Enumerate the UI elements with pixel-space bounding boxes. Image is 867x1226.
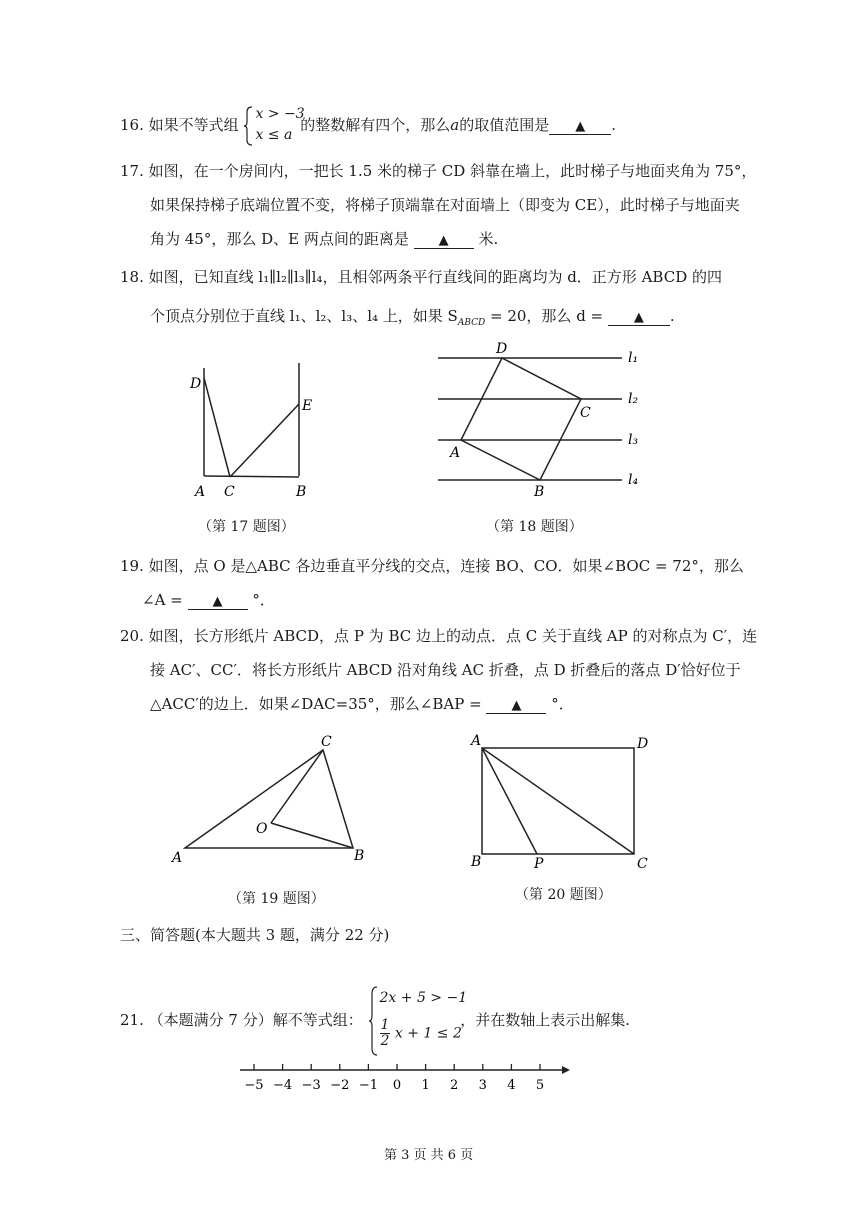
q21-ineq-2-rest: x + 1 ≤ 2 — [394, 1025, 462, 1042]
number-line-tick-label: −2 — [330, 1078, 350, 1093]
q16-ineq-1: x > −3 — [255, 106, 305, 122]
q20-unit: °． — [551, 695, 574, 713]
label-a: A — [172, 850, 183, 866]
triangle-abc — [185, 750, 353, 848]
label-b: B — [296, 484, 307, 500]
page-footer: 第 3 页 共 6 页 — [384, 1148, 474, 1163]
number-line — [232, 1058, 577, 1098]
number-line-tick-label: −5 — [244, 1078, 264, 1093]
label-d: D — [496, 341, 508, 357]
label-l1: l₁ — [628, 350, 639, 366]
segment-co — [271, 750, 323, 823]
q20-line-2: 接 AC′、CC′．将长方形纸片 ABCD 沿对角线 AC 折叠，点 D 折叠后的落点 D′恰好位于 — [150, 661, 741, 679]
q17-line-3 — [150, 229, 498, 249]
label-l4: l₄ — [628, 472, 639, 488]
q21-text-pre: （本题满分 7 分）解不等式组： — [148, 1011, 363, 1029]
answer-blank[interactable]: ▲ — [414, 234, 474, 249]
q21-text-post: ，并在数轴上表示出解集. — [460, 1011, 631, 1029]
number-line-tick-label: −3 — [301, 1078, 321, 1093]
label-c: C — [580, 405, 591, 421]
answer-blank[interactable]: ▲ — [549, 120, 611, 135]
q16-end: . — [611, 116, 616, 134]
q18-line-1 — [120, 267, 722, 287]
diagonal-ac — [482, 748, 634, 854]
q21-ineq-1: 2x + 5 > −1 — [379, 990, 468, 1006]
label-d: D — [190, 376, 202, 392]
label-b: B — [471, 854, 482, 870]
label-e: E — [302, 398, 313, 414]
q18-text-2b: = 20，那么 d = — [490, 307, 604, 325]
q16-text-post: 的整数解有四个，那么 — [300, 116, 451, 134]
answer-blank[interactable]: ▲ — [486, 699, 546, 714]
q18-line-2 — [150, 306, 675, 333]
q16-ineq-2: x ≤ a — [255, 127, 293, 143]
q20-number: 20. — [120, 627, 144, 645]
number-line-ticks — [244, 1064, 544, 1093]
answer-blank[interactable]: ▲ — [188, 595, 248, 610]
q21-inequality-system — [368, 986, 468, 1056]
figure-20-caption: （第 20 题图） — [515, 887, 612, 903]
figure-18 — [430, 336, 650, 501]
q16-number: 16. — [120, 116, 144, 134]
floor — [204, 476, 299, 477]
label-c: C — [321, 734, 332, 750]
q17-text-3: 角为 45°，那么 D、E 两点间的距离是 — [150, 230, 409, 248]
fraction — [380, 1018, 391, 1049]
q19-text-2: ∠A = — [142, 591, 183, 609]
number-line-tick-label: 0 — [392, 1078, 402, 1093]
ladder-ce — [230, 404, 299, 477]
q18-number: 18. — [120, 268, 144, 286]
q20-line-3 — [150, 694, 574, 714]
label-o: O — [256, 821, 268, 837]
label-l3: l₃ — [628, 432, 639, 448]
q21 — [120, 986, 630, 1056]
fraction-denominator: 2 — [380, 1033, 390, 1049]
section-3-heading: 三、简答题(本大题共 3 题，满分 22 分) — [120, 926, 390, 944]
number-line-tick-label: 4 — [507, 1078, 516, 1093]
label-a: A — [471, 733, 482, 749]
q17-number: 17. — [120, 162, 144, 180]
label-b: B — [354, 848, 365, 864]
brace-icon — [243, 106, 253, 146]
q17-line-2: 如果保持梯子底端位置不变，将梯子顶端靠在对面墙上（即变为 CE），此时梯子与地面夹 — [150, 196, 740, 214]
figure-17 — [180, 358, 320, 503]
q16-inequality-system — [243, 106, 305, 146]
label-p: P — [534, 856, 544, 872]
label-a: A — [195, 484, 206, 500]
label-c: C — [637, 856, 648, 872]
q20-text-3: △ACC′的边上．如果∠DAC=35°，那么∠BAP = — [150, 695, 482, 713]
label-a: A — [450, 445, 461, 461]
figure-20 — [465, 728, 665, 876]
q19-unit: °． — [252, 591, 275, 609]
q19-line-1 — [120, 556, 744, 576]
segment-ap — [482, 748, 537, 854]
number-line-tick-label: 2 — [450, 1078, 459, 1093]
label-b: B — [534, 484, 545, 500]
label-l2: l₂ — [628, 391, 639, 407]
q19-number: 19. — [120, 557, 144, 575]
answer-blank[interactable]: ▲ — [608, 311, 670, 326]
q21-number: 21. — [120, 1011, 144, 1029]
number-line-tick-label: 3 — [478, 1078, 487, 1093]
square-abcd — [461, 358, 581, 480]
ladder-cd — [204, 378, 230, 477]
q17-unit: 米. — [478, 230, 499, 248]
q18-text-2: 个顶点分别位于直线 l₁、l₂、l₃、l₄ 上，如果 S — [150, 307, 458, 325]
q16-var-a: a — [450, 116, 460, 134]
q17-text-1: 如图，在一个房间内，一把长 1.5 米的梯子 CD 斜靠在墙上，此时梯子与地面夹角为 75°， — [148, 162, 757, 180]
q18-end: . — [669, 307, 675, 325]
figure-17-caption: （第 17 题图） — [198, 519, 295, 535]
segment-bo — [271, 823, 353, 848]
brace-icon — [368, 986, 378, 1056]
q21-ineq-2 — [380, 1018, 462, 1049]
q16-text-post2: 的取值范围是 — [459, 116, 550, 134]
number-line-tick-label: 5 — [535, 1078, 545, 1093]
number-line-tick-label: 1 — [421, 1078, 430, 1093]
q16-text-pre: 如果不等式组 — [148, 116, 239, 134]
fraction-numerator: 1 — [380, 1017, 390, 1033]
label-d: D — [637, 736, 649, 752]
q20-line-1 — [120, 626, 757, 646]
figure-19-caption: （第 19 题图） — [228, 891, 325, 907]
q16 — [120, 106, 616, 146]
figure-19 — [165, 730, 380, 870]
q18-text-1: 如图，已知直线 l₁∥l₂∥l₃∥l₄，且相邻两条平行直线间的距离均为 d．正方形 ABCD 的四 — [148, 268, 722, 286]
q20-text-1: 如图，长方形纸片 ABCD，点 P 为 BC 边上的动点．点 C 关于直线 AP 的对称点为 C′，连 — [148, 627, 758, 645]
label-c: C — [224, 484, 235, 500]
arrow-right-icon — [562, 1066, 570, 1074]
number-line-tick-label: −1 — [358, 1078, 378, 1093]
figure-18-caption: （第 18 题图） — [486, 519, 583, 535]
number-line-tick-label: −4 — [273, 1078, 293, 1093]
q19-line-2 — [142, 590, 275, 610]
q18-area-subscript: ABCD — [457, 318, 486, 328]
q19-text-1: 如图，点 O 是△ABC 各边垂直平分线的交点，连接 BO、CO．如果∠BOC = 72°，那么 — [148, 557, 744, 575]
q17-line-1 — [120, 161, 756, 181]
